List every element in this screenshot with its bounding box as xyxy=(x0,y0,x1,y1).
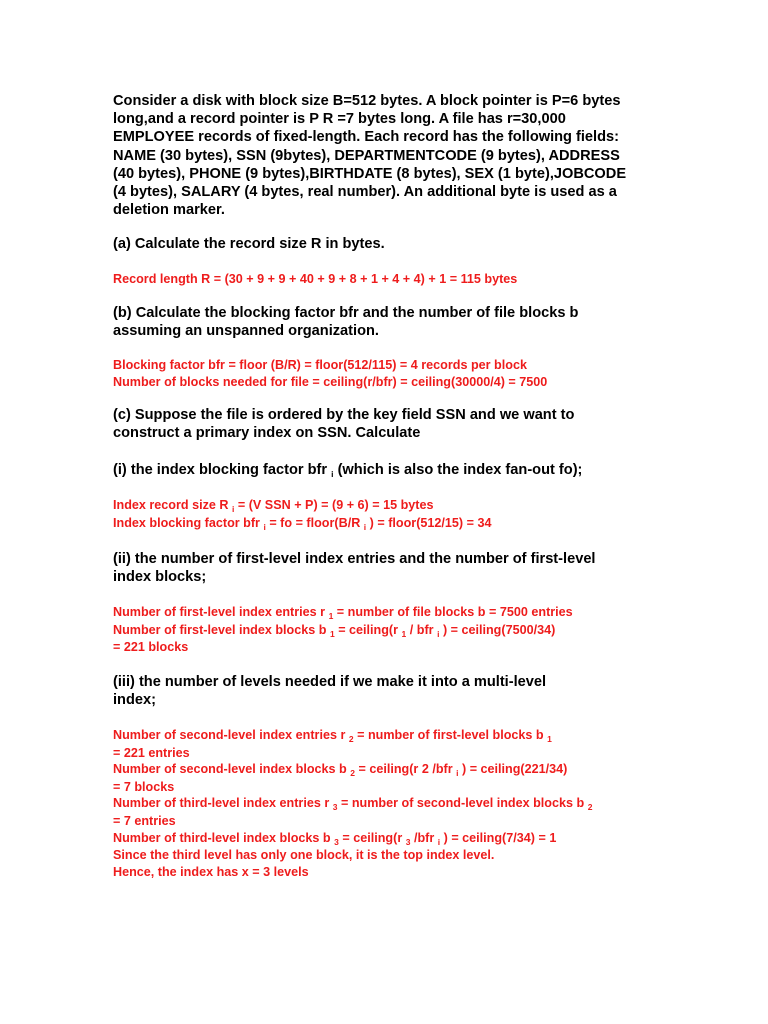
question-a-text: (a) Calculate the record size R in bytes. xyxy=(113,236,385,252)
question-c-ii-line: index blocks; xyxy=(113,569,207,586)
answer-c-iii-line: = 7 entries xyxy=(113,813,176,828)
question-b-line: assuming an unspanned organization. xyxy=(113,323,379,340)
answer-c-iii-line: Since the third level has only one block, it is the top index level. xyxy=(113,848,495,863)
answer-c-iii-line: = 7 blocks xyxy=(113,779,175,794)
answer-a xyxy=(113,271,713,288)
answer-c-iii-line: Hence, the index has x = 3 levels xyxy=(113,864,309,879)
intro-line: (4 bytes), SALARY (4 bytes, real number). An additional byte is used as a xyxy=(113,184,617,201)
answer-c-ii xyxy=(113,604,713,656)
answer-c-iii xyxy=(113,727,713,880)
intro-line: long,and a record pointer is P R =7 bytes long. A file has r=30,000 xyxy=(113,111,566,128)
intro-line: deletion marker. xyxy=(113,202,225,219)
question-b xyxy=(113,304,713,340)
answer-b-line: Blocking factor bfr = floor (B/R) = floor(512/115) = 4 records per block xyxy=(113,358,527,372)
answer-c-ii-line: Number of first-level index blocks b $_1$ = ceiling(r $_1$ / bfr $_i$ ) = ceiling(7500/34) xyxy=(113,622,556,639)
intro-line: (40 bytes), PHONE (9 bytes),BIRTHDATE (8 bytes), SEX (1 byte),JOBCODE xyxy=(113,165,627,182)
answer-c-iii-line: = 221 entries xyxy=(113,745,190,760)
answer-c-ii-line: Number of first-level index entries r $_1$ = number of file blocks b = 7500 entries xyxy=(113,605,573,621)
answer-b-line: Number of blocks needed for file = ceiling(r/bfr) = ceiling(30000/4) = 7500 xyxy=(113,374,548,389)
intro-line: Consider a disk with block size B=512 bytes. A block pointer is P=6 bytes xyxy=(113,93,621,109)
question-c-iii xyxy=(113,673,713,709)
question-b-line: (b) Calculate the blocking factor bfr and the number of file blocks b xyxy=(113,305,579,321)
question-c-line: construct a primary index on SSN. Calculate xyxy=(113,425,421,442)
intro-line: EMPLOYEE records of fixed-length. Each record has the following fields: xyxy=(113,129,619,146)
question-c xyxy=(113,406,713,442)
intro-line: NAME (30 bytes), SSN (9bytes), DEPARTMENTCODE (9 bytes), ADDRESS xyxy=(113,147,620,164)
answer-c-iii-line: Number of second-level index blocks b $_2$ = ceiling(r 2 /bfr $_i$ ) = ceiling(221/34) xyxy=(113,762,568,779)
answer-a-text: Record length R = (30 + 9 + 9 + 40 + 9 + 8 + 1 + 4 + 4) + 1 = 115 bytes xyxy=(113,272,518,286)
question-c-iii-line: (iii) the number of levels needed if we make it into a multi-level xyxy=(113,674,547,690)
answer-c-iii-line: Number of third-level index blocks b $_3$ = ceiling(r $_3$ /bfr $_i$ ) = ceiling(7/34) = 1 xyxy=(113,830,557,847)
question-c-ii xyxy=(113,550,713,586)
answer-c-i xyxy=(113,497,713,532)
answer-c-iii-line: Number of second-level index entries r $_2$ = number of first-level blocks b $_1$ xyxy=(113,728,552,744)
question-c-line: (c) Suppose the file is ordered by the key field SSN and we want to xyxy=(113,407,575,423)
question-a xyxy=(113,235,713,253)
answer-b xyxy=(113,357,713,390)
answer-c-ii-line: = 221 blocks xyxy=(113,640,189,655)
answer-c-i-line: Index blocking factor bfr $_i$ = fo = floor(B/R $_i$ ) = floor(512/15) = 34 xyxy=(113,515,492,532)
question-c-i-line: (i) the index blocking factor bfr $_i$ (which is also the index fan-out fo); xyxy=(113,462,583,479)
question-c-iii-line: index; xyxy=(113,692,156,709)
question-c-ii-line: (ii) the number of first-level index entries and the number of first-level xyxy=(113,551,596,567)
answer-c-iii-line: Number of third-level index entries r $_3$ = number of second-level index blocks b $_2$ xyxy=(113,796,593,813)
answer-c-i-line: Index record size R $_i$ = (V SSN + P) = (9 + 6) = 15 bytes xyxy=(113,498,434,514)
problem-intro xyxy=(113,92,713,219)
question-c-i xyxy=(113,461,713,480)
